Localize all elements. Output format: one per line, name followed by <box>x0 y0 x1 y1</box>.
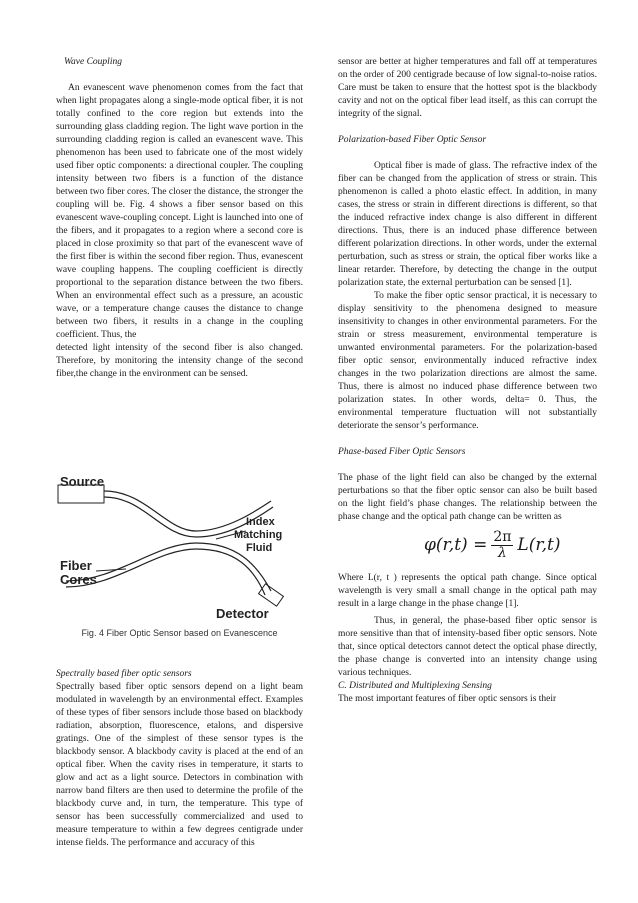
equation-fraction <box>491 530 513 561</box>
section-heading-phase: Phase-based Fiber Optic Sensors <box>338 447 466 457</box>
figure-label-cores: Cores <box>60 572 97 587</box>
figure-label-fiber: Fiber <box>60 558 92 573</box>
figure-label-matching: Matching <box>234 529 283 541</box>
figure-label-fluid: Fluid <box>246 542 273 554</box>
paragraph-optical-path: Where L(r, t ) represents the optical path change. Since optical wavelength is very small a small change in the optical path may result in a large change in the phase change [1]. <box>338 573 597 609</box>
figure-label-detector: Detector <box>216 606 269 621</box>
paragraph-evanescent: An evanescent wave phenomenon comes from the fact that when light propagates along a single-mode optical fiber, it is not totally confined to the core region but extends into the surrounding glass cladding region. The light wave portion in the surrounding cladding region is called an evanescent wave. This phenomenon has been used to fabricate one of the most widely used fiber optic components: a directional coupler. The coupling intensity between two fibers is a function of the distance between two fiber cores. The closer the distance, the stronger the coupling will be. Fig. 4 shows a fiber sensor based on this evanescent wave-coupling concept. Light is launched into one of the fibers, and it propagates to a region where a second core is placed in close proximity so that part of the evanescent wave of the first fiber is within the second fiber region. Thus, evanescent wave coupling happens. The coupling coefficient is directly proportional to the separation distance between the two fibers. When an environmental effect such as a pressure, an acoustic wave, or a temperature change causes the distance to change between two fibers, it results in a change in the coupling coefficient. Thus, the <box>56 83 303 340</box>
paragraph-distributed: The most important features of fiber optic sensors is their <box>338 694 557 704</box>
paragraph-practical: To make the fiber optic sensor practical, it is necessary to display sensitivity to the phenomena designed to measure insensitivity to changes in other environmental parameters. For the strain or stress measurement, environmental temperature is unwanted environmental parameters. For the polarization-based fiber optic sensor, environmentally induced refractive index changes in the two polarization directions are almost the same. Thus, there is almost no induced phase difference between two polarization states. In other words, delta= 0. Thus, the environmental temperature fluctuation will not substantially deteriorate the sensor’s performance. <box>338 291 597 431</box>
left-column <box>56 56 303 850</box>
paragraph-phase: The phase of the light field can also be changed by the external perturbations so that the fiber optic sensor can also be built based on the light field’s phase changes. The relationship between the phase change and the optical path change can be written as <box>338 473 597 522</box>
section-heading-spectral: Spectrally based fiber optic sensors <box>56 669 192 679</box>
paragraph-phase-sensitivity: Thus, in general, the phase-based fiber optic sensor is more sensitive than that of intensity-based fiber optic sensors. Note that, since optical detectors cannot detect the optical phase directly, the phase change is converted into an intensity change using various techniques. <box>338 616 597 678</box>
equation-denominator: λ <box>497 545 507 561</box>
paragraph-polarization: Optical fiber is made of glass. The refractive index of the fiber can be changed from the application of stress or strain. This phenomenon is called a photo elastic effect. In addition, in many cases, the stress or strain in different directions is different, so that the induced refractive index change is also different in different directions. Thus, there is an induced phase difference between different polarization directions. In other words, under the external perturbation, such as stress or strain, the optical fiber works like a linear retarder. Therefore, by detecting the change in the output polarization state, the external perturbation can be sensed [1]. <box>338 161 597 288</box>
equation-phase <box>338 526 597 566</box>
figure-label-index: Index <box>246 516 275 528</box>
equation-body <box>424 530 560 561</box>
equation-lhs: φ(r,t) = <box>424 535 488 555</box>
equation-numerator: 2π <box>493 529 512 545</box>
figure-caption: Fig. 4 Fiber Optic Sensor based on Evanescence <box>81 628 278 638</box>
paragraph-blackbody-cont: sensor are better at higher temperatures and fall off at temperatures on the order of 200 centigrade because of low signal-to-noise ratios. Care must be taken to ensure that the hottest spot is the blackbody cavity and not on the optical fiber lead itself, as this can corrupt the integrity of the signal. <box>338 57 597 119</box>
paragraph-evanescent-cont: detected light intensity of the second fiber is also changed. Therefore, by monitoring the intensity change of the second fiber,the change in the environment can be sensed. <box>56 343 303 379</box>
right-column <box>338 56 597 706</box>
section-heading-polarization: Polarization-based Fiber Optic Sensor <box>338 135 487 145</box>
section-heading-wave-coupling: Wave Coupling <box>64 57 122 67</box>
equation-rhs: L(r,t) <box>517 535 561 555</box>
paragraph-spectral: Spectrally based fiber optic sensors depend on a light beam modulated in wavelength by an environmental effect. Examples of these types of fiber sensors include those based on blackbody radiation, absorption, fluorescence, etalons, and dispersive gratings. One of the simplest of these sensor types is the blackbody sensor. A blackbody cavity is placed at the end of an optical fiber. When the cavity rises in temperature, it starts to glow and act as a light source. Detectors in combination with narrow band filters are then used to determine the profile of the blackbody curve and, in turn, the temperature. This type of sensor has been successfully commercialized and used to measure temperature to within a few degrees centigrade under intense fields. The performance and accuracy of this <box>56 682 303 848</box>
section-heading-distributed: C. Distributed and Multiplexing Sensing <box>338 681 492 691</box>
figure-evanescent-sensor <box>56 471 303 646</box>
figure-label-source: Source <box>60 474 105 489</box>
